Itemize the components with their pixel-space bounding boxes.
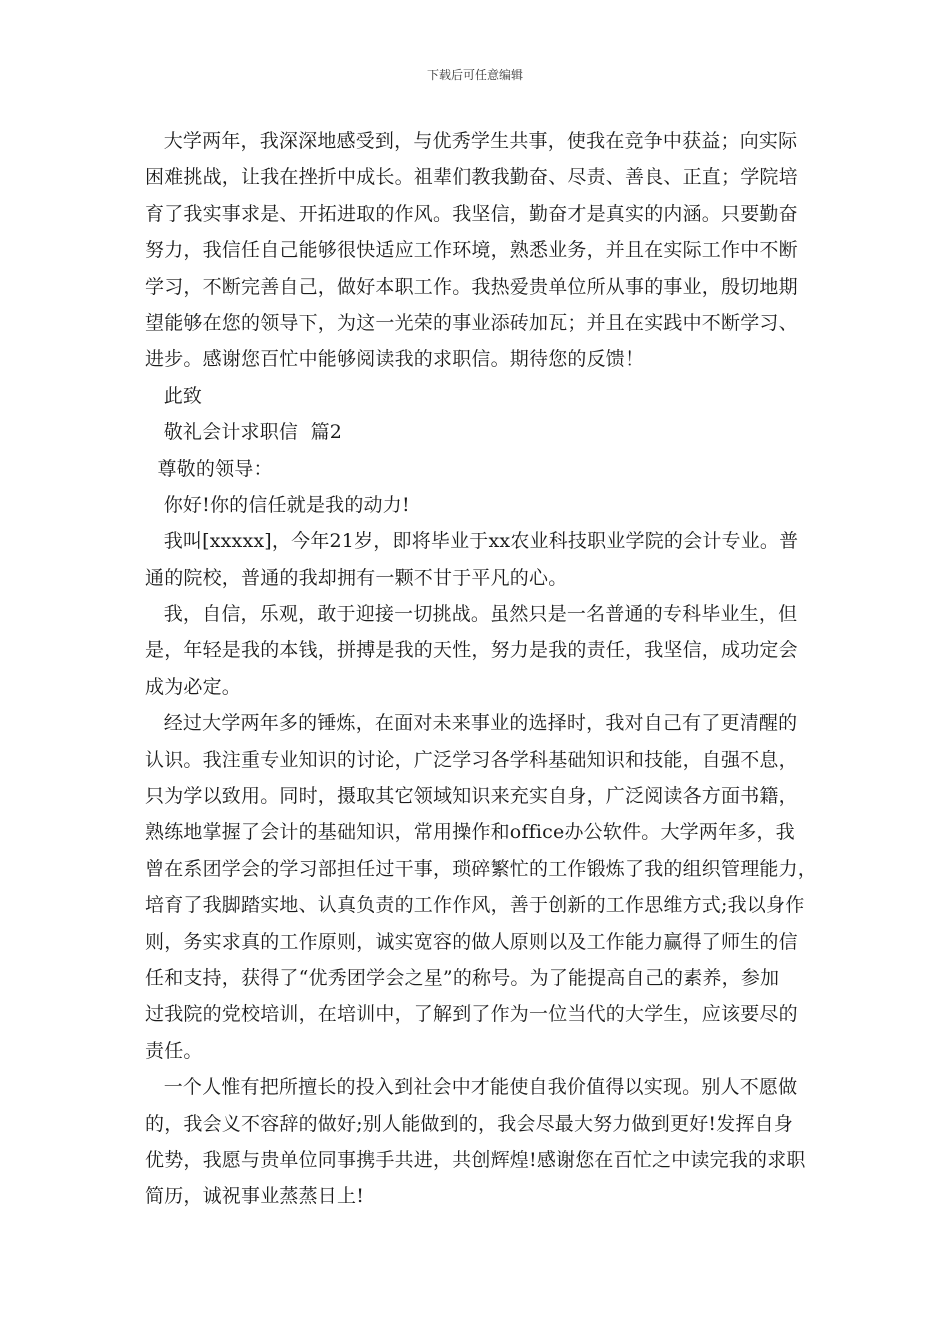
text-line: 的，我会义不容辞的做好;别人能做到的，我会尽最大努力做到更好!发挥自身 — [145, 1112, 794, 1135]
text-line: 成为必定。 — [145, 675, 242, 698]
page-header: 下载后可任意编辑 — [426, 68, 523, 82]
document-body — [145, 123, 821, 1215]
text-line: 熟练地掌握了会计的基础知识，常用操作和office办公软件。大学两年多，我 — [145, 821, 795, 844]
text-line: 是，年轻是我的本钱，拼搏是我的天性，努力是我的责任，我坚信，成功定会 — [145, 639, 798, 662]
text-line: 责任。 — [145, 1039, 203, 1062]
text-line: 困难挑战，让我在挫折中成长。祖辈们教我勤奋、尽责、善良、正直；学院培 — [145, 166, 798, 189]
text-line: 望能够在您的领导下，为这一光荣的事业添砖加瓦；并且在实践中不断学习、 — [145, 311, 798, 334]
text-line: 此致 — [145, 384, 203, 407]
text-line: 敬礼会计求职信 篇2 — [145, 421, 343, 444]
text-line: 尊敬的领导： — [145, 457, 273, 480]
text-line: 过我院的党校培训，在培训中，了解到了作为一位当代的大学生，应该要尽的 — [145, 1003, 798, 1026]
text-line: 我，自信，乐观，敢于迎接一切挑战。虽然只是一名普通的专科毕业生，但 — [145, 603, 798, 626]
text-line: 则，务实求真的工作原则，诚实宽容的做人原则以及工作能力赢得了师生的信 — [145, 930, 798, 953]
text-line: 培育了我脚踏实地、认真负责的工作作风，善于创新的工作思维方式;我以身作 — [145, 894, 805, 917]
text-line: 大学两年，我深深地感受到，与优秀学生共事，使我在竞争中获益；向实际 — [145, 130, 798, 152]
text-line: 认识。我注重专业知识的讨论，广泛学习各学科基础知识和技能，自强不息， — [145, 748, 798, 771]
text-line: 一个人惟有把所擅长的投入到社会中才能使自我价值得以实现。别人不愿做 — [145, 1076, 798, 1099]
text-line: 育了我实事求是、开拓进取的作风。我坚信，勤奋才是真实的内涵。只要勤奋 — [145, 202, 798, 225]
text-line: 进步。感谢您百忙中能够阅读我的求职信。期待您的反馈！ — [145, 348, 645, 371]
text-line: 学习，不断完善自己，做好本职工作。我热爱贵单位所从事的事业，殷切地期 — [145, 275, 798, 298]
text-line: 只为学以致用。同时，摄取其它领域知识来充实自身，广泛阅读各方面书籍， — [145, 785, 798, 808]
text-line: 简历，诚祝事业蒸蒸日上! — [145, 1185, 365, 1208]
text-line: 任和支持，获得了“优秀团学会之星”的称号。为了能提高自己的素养，参加 — [145, 966, 780, 989]
text-line: 你好!你的信任就是我的动力! — [145, 493, 410, 516]
text-line: 经过大学两年多的锤炼，在面对未来事业的选择时，我对自己有了更清醒的 — [145, 712, 798, 735]
text-line: 曾在系团学会的学习部担任过干事，琐碎繁忙的工作锻炼了我的组织管理能力， — [145, 857, 818, 880]
text-line: 优势，我愿与贵单位同事携手共进，共创辉煌!感谢您在百忙之中读完我的求职 — [145, 1148, 806, 1171]
text-line: 通的院校，普通的我却拥有一颗不甘于平凡的心。 — [145, 566, 568, 589]
text-line: 努力，我信任自己能够很快适应工作环境，熟悉业务，并且在实际工作中不断 — [145, 239, 798, 262]
text-line: 我叫[xxxxx]，今年21岁，即将毕业于xx农业科技职业学院的会计专业。普 — [145, 530, 799, 553]
